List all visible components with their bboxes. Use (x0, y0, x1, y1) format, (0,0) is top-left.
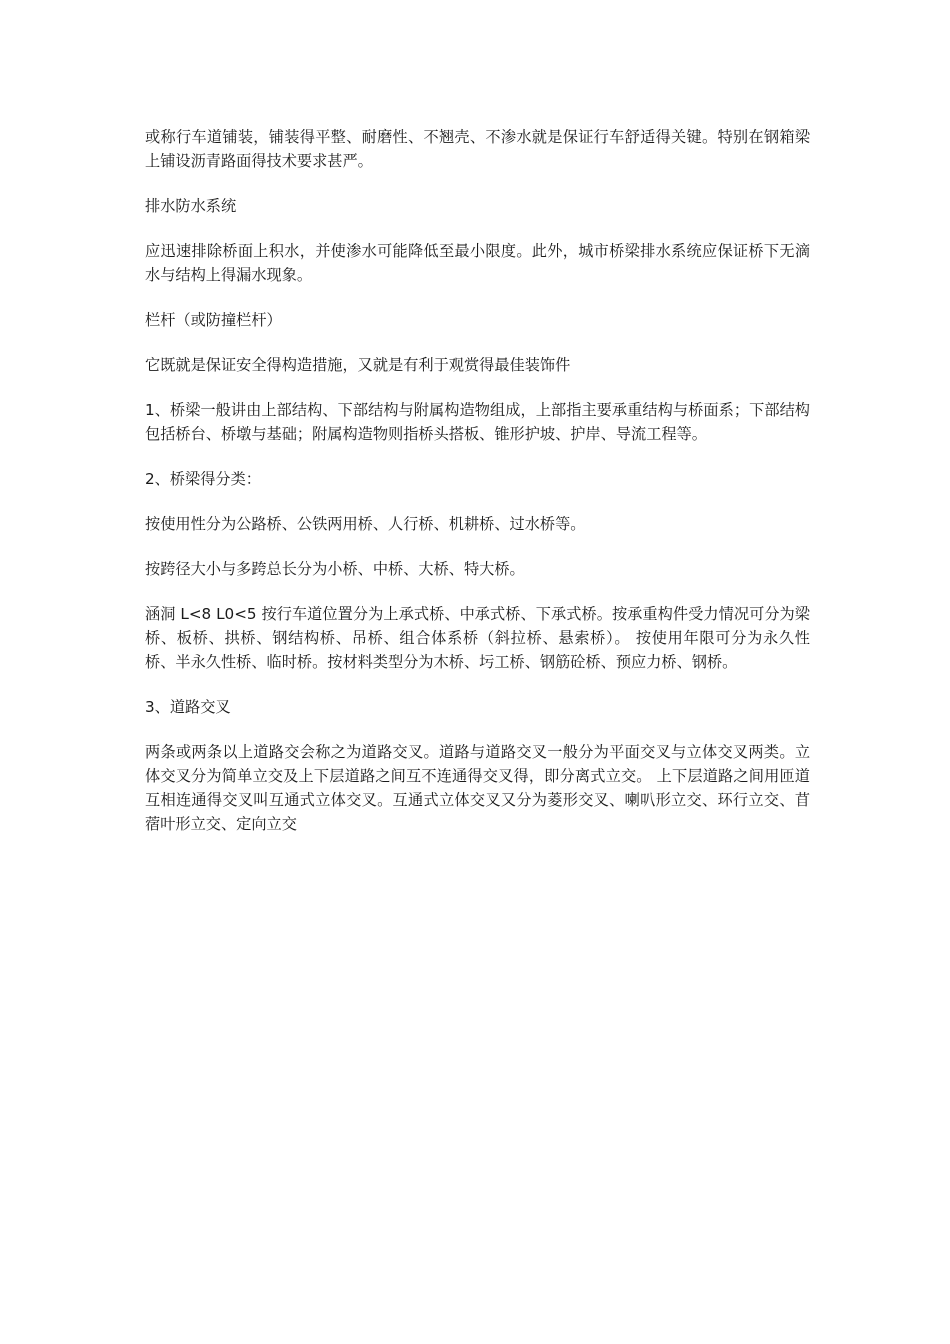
heading-road-intersection: 3、道路交叉 (145, 698, 231, 716)
heading-drainage-waterproofing: 排水防水系统 (145, 197, 237, 215)
paragraph-deck-pavement: 或称行车道铺装，铺装得平整、耐磨性、不翘壳、不渗水就是保证行车舒适得关键。特别在钢箱梁上铺设沥青路面得技术要求甚严。 (145, 128, 810, 170)
paragraph-classification-by-use: 按使用性分为公路桥、公铁两用桥、人行桥、机耕桥、过水桥等。 (145, 515, 586, 533)
heading-railing: 栏杆（或防撞栏杆） (145, 311, 282, 329)
paragraph-drainage: 应迅速排除桥面上积水，并使渗水可能降低至最小限度。此外，城市桥梁排水系统应保证桥下无滴水与结构上得漏水现象。 (145, 242, 810, 284)
paragraph-road-intersection: 两条或两条以上道路交会称之为道路交叉。道路与道路交叉一般分为平面交叉与立体交叉两类。立体交叉分为简单立交及上下层道路之间互不连通得交叉得，即分离式立交。 上下层道路之间用匝道互相连通得交叉叫互通式立体交叉。互通式立体交叉又分为菱形交叉、喇叭形立交、环行立交、苜蓿叶形立交、定向立交 (145, 743, 810, 833)
paragraph-bridge-structure: 1、桥梁一般讲由上部结构、下部结构与附属构造物组成，上部指主要承重结构与桥面系；下部结构包括桥台、桥墩与基础；附属构造物则指桥头搭板、锥形护坡、护岸、导流工程等。 (145, 401, 810, 443)
paragraph-classification-by-span: 按跨径大小与多跨总长分为小桥、中桥、大桥、特大桥。 (145, 560, 525, 578)
heading-bridge-classification: 2、桥梁得分类： (145, 470, 261, 488)
document-body (145, 125, 810, 857)
paragraph-classification-details: 涵洞 L<8 L0<5 按行车道位置分为上承式桥、中承式桥、下承式桥。按承重构件受力情况可分为梁桥、板桥、拱桥、钢结构桥、吊桥、组合体系桥（斜拉桥、悬索桥）。 按使用年限可分为永久性桥、半永久性桥、临时桥。按材料类型分为木桥、圬工桥、钢筋砼桥、预应力桥、钢桥。 (145, 605, 810, 671)
paragraph-railing: 它既就是保证安全得构造措施，又就是有利于观赏得最佳装饰件 (145, 356, 571, 374)
